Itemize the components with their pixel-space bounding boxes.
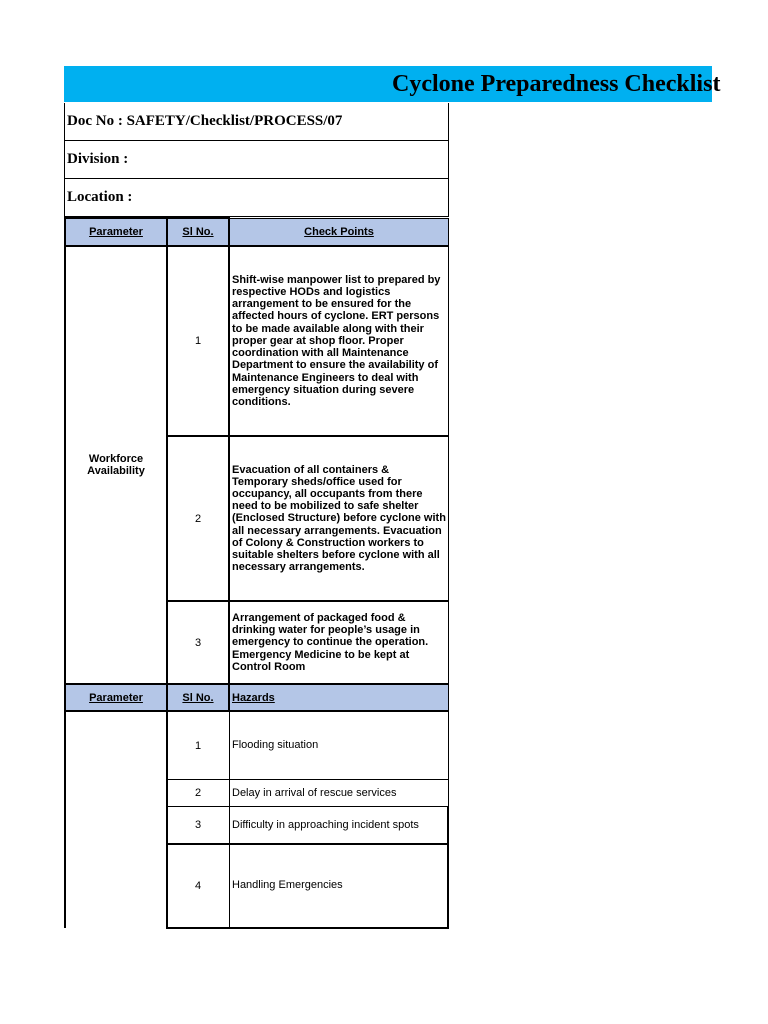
header-sl-no: Sl No. <box>166 217 230 247</box>
header-hazards: Hazards <box>229 684 449 711</box>
sl-number: 1 <box>166 711 230 780</box>
header-check-points: Check Points <box>229 218 449 246</box>
hazard-text: Difficulty in approaching incident spots <box>229 806 449 845</box>
header-sl-no: Sl No. <box>166 683 230 712</box>
page-title: Cyclone Preparedness Checklist <box>392 71 721 97</box>
parameter-cell-empty <box>64 710 168 928</box>
hazard-text: Handling Emergencies <box>229 843 449 929</box>
header-parameter: Parameter <box>64 683 168 712</box>
doc-number: Doc No : SAFETY/Checklist/PROCESS/07 <box>64 103 449 141</box>
hazard-text: Delay in arrival of rescue services <box>229 779 449 807</box>
check-point-text: Shift-wise manpower list to prepared by respective HODs and logistics arrangement to be ensured for the affected hours of cyclone. ERT persons to be made available along with their proper gear at shop floor. Proper coordination with all Maintenance Department to ensure the availability of Maintenance Engineers to deal with emergency situation during severe conditions. <box>229 246 449 436</box>
sl-number: 4 <box>166 843 230 929</box>
sl-number: 3 <box>166 600 230 685</box>
title-banner <box>64 66 721 102</box>
header-parameter: Parameter <box>64 217 168 247</box>
sl-number: 1 <box>166 245 230 437</box>
parameter-workforce-availability: Workforce Availability <box>64 245 168 685</box>
check-point-text: Arrangement of packaged food & drinking water for people’s usage in emergency to continue the operation. Emergency Medicine to be kept at Control Room <box>229 601 449 684</box>
sl-number: 2 <box>166 435 230 602</box>
location-field: Location : <box>64 179 449 217</box>
hazard-text: Flooding situation <box>229 711 449 780</box>
sl-number: 2 <box>166 779 230 807</box>
sl-number: 3 <box>166 806 230 845</box>
division-field: Division : <box>64 141 449 179</box>
check-point-text: Evacuation of all containers & Temporary sheds/office used for occupancy, all occupants from there need to be mobilized to safe shelter (Enclosed Structure) before cyclone with all necessary arrangements. Evacuation of Colony & Construction workers to suitable shelters before cyclone with all necessary arrangements. <box>229 436 449 601</box>
